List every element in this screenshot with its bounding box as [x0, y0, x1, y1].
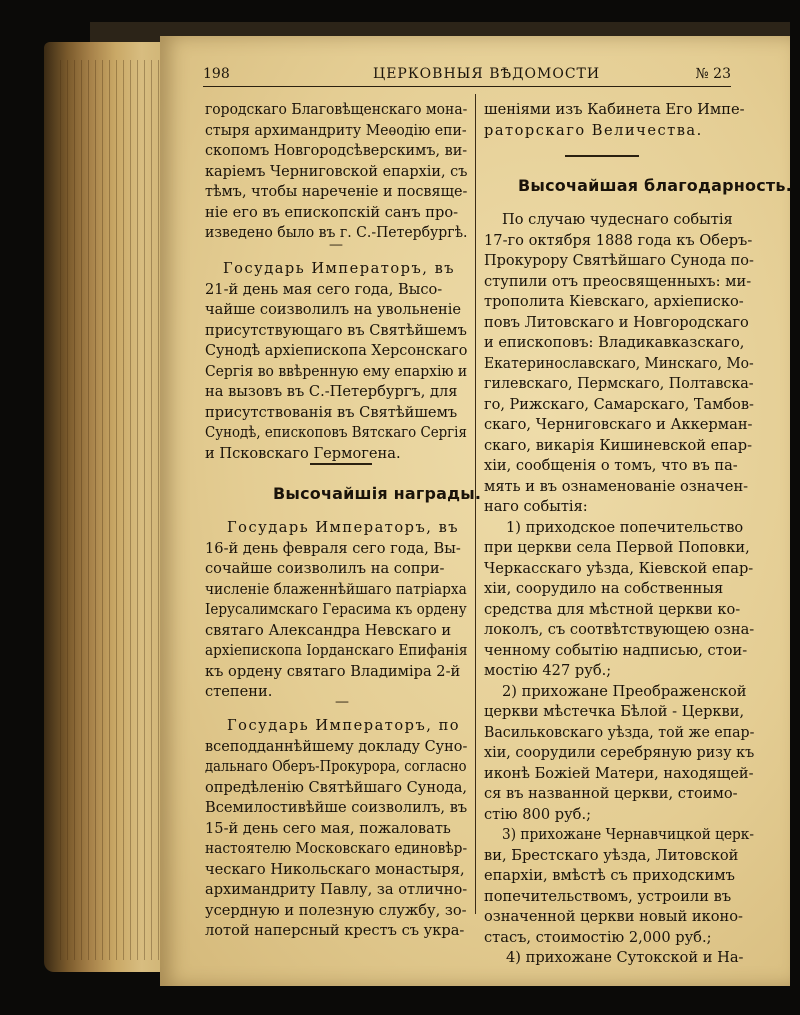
text-line: тѣмъ, чтобы нареченіе и посвяще- — [205, 183, 468, 200]
text-line: усердную и полезную службу, зо- — [205, 901, 467, 919]
section-rule — [310, 463, 372, 465]
text-line: Государь Императоръ, по — [227, 717, 461, 734]
text-line: 3) прихожане Чернавчицкой церк- — [502, 826, 754, 843]
section-rule — [565, 155, 639, 157]
text-line: средства для мѣстной церкви ко- — [484, 600, 741, 618]
text-line: дальнаго Оберъ-Прокурора, согласно — [205, 758, 467, 775]
journal-title: ЦЕРКОВНЫЯ ВѢДОМОСТИ — [373, 66, 601, 82]
text-line: 15-й день сего мая, пожаловать — [205, 819, 451, 837]
issue-number: № 23 — [695, 66, 731, 82]
running-header — [203, 64, 731, 86]
text-line: повъ Литовскаго и Новгородскаго — [484, 313, 749, 331]
header-rule — [203, 86, 731, 87]
text-line: на вызовъ въ С.-Петербургъ, для — [205, 383, 458, 400]
text-line: чайше соизволилъ на увольненіе — [205, 301, 462, 318]
text-line: стію 800 руб.; — [484, 805, 592, 823]
heading-awards: Высочайшія награды. — [273, 484, 482, 503]
text-line: настоятелю Московскаго единовѣр- — [205, 840, 468, 857]
text-line: скаго, Черниговскаго и Аккерман- — [484, 416, 753, 433]
text-line: стыря архимандриту Меѳодію епи- — [205, 121, 467, 139]
text-line: гилевскаго, Пермскаго, Полтавска- — [484, 375, 754, 392]
text-line: городскаго Благовѣщенскаго мона- — [205, 101, 468, 118]
text-line: скаго, викарія Кишиневской епар- — [484, 436, 753, 454]
text-line: Іерусалимскаго Герасима къ ордену — [205, 601, 467, 618]
text-line: означенной церкви новый иконо- — [484, 908, 743, 925]
text-line: и Псковскаго Гермогена. — [205, 444, 401, 462]
text-line: трополита Кіевскаго, архіеписко- — [484, 293, 744, 310]
text-line: Сунодѣ, епископовъ Вятскаго Сергія — [205, 424, 467, 441]
text-line: присутствующаго въ Святѣйшемъ — [205, 321, 467, 339]
text-line: стасъ, стоимостію 2,000 руб.; — [484, 928, 712, 946]
text-line: присутствованія въ Святѣйшемъ — [205, 403, 458, 421]
text-line: 2) прихожане Преображенской — [502, 682, 747, 700]
text-line: ніе его въ епископскій санъ про- — [205, 203, 459, 221]
text-line: архіепископа Іорданскаго Епифанія — [205, 642, 468, 659]
text-line: ческаго Никольскаго монастыря, — [205, 860, 465, 878]
text-line: Государь Императоръ, въ — [223, 260, 456, 277]
text-line: попечительствомъ, устроили въ — [484, 887, 732, 905]
text-line: Екатеринославскаго, Минскаго, Мо- — [484, 354, 754, 372]
text-line: мять и въ ознаменованіе означен- — [484, 477, 749, 495]
section-dash: — — [335, 694, 349, 710]
text-line: архимандриту Павлу, за отлично- — [205, 881, 468, 898]
text-line: Сергія во ввѣренную ему епархію и — [205, 362, 468, 380]
text-line: степени. — [205, 683, 273, 700]
text-line: 4) прихожане Сутокской и На- — [506, 949, 744, 966]
text-line: епархіи, вмѣстѣ съ приходскимъ — [484, 867, 735, 884]
text-line: Сунодѣ архіепископа Херсонскаго — [205, 342, 468, 359]
text-line: всеподданнѣйшему докладу Суно- — [205, 737, 468, 755]
text-line: По случаю чудеснаго событія — [502, 211, 733, 228]
text-line: 1) приходское попечительство — [506, 518, 744, 536]
column-divider — [475, 94, 476, 914]
text-line: лотой наперсный крестъ съ укра- — [205, 922, 465, 939]
text-line: го, Рижскаго, Самарскаго, Тамбов- — [484, 395, 754, 413]
text-line: локолъ, съ соотвѣтствующею озна- — [484, 621, 755, 638]
text-line: Черкасскаго уѣзда, Кіевской епар- — [484, 559, 754, 577]
section-dash: — — [329, 237, 343, 253]
text-line: при церкви села Первой Поповки, — [484, 539, 750, 556]
text-line: каріемъ Черниговской епархіи, съ — [205, 162, 468, 180]
text-line: ченному событію надписью, стои- — [484, 641, 748, 659]
text-line: численіе блаженнѣйшаго патріарха — [205, 580, 467, 598]
text-line: иконѣ Божіей Матери, находящей- — [484, 764, 754, 782]
page-stack-lines — [60, 60, 170, 960]
text-line: 17-го октября 1888 года къ Оберъ- — [484, 231, 753, 249]
text-line: ступили отъ преосвященныхъ: ми- — [484, 272, 752, 290]
text-line: 16-й день февраля сего года, Вы- — [205, 539, 461, 557]
text-line: Всемилостивѣйше соизволилъ, въ — [205, 799, 468, 816]
text-line: хіи, соорудили серебряную ризу къ — [484, 744, 755, 761]
text-line: къ ордену святаго Владиміра 2-й — [205, 662, 461, 680]
text-line: Васильковскаго уѣзда, той же епар- — [484, 723, 755, 741]
text-line: раторскаго Величества. — [484, 121, 703, 139]
text-line: церкви мѣстечка Бѣлой - Церкви, — [484, 703, 745, 720]
text-line: Прокурору Святѣйшаго Сунода по- — [484, 252, 754, 269]
text-line: Государь Императоръ, въ — [227, 519, 460, 536]
text-line: ся въ названной церкви, стоимо- — [484, 785, 738, 802]
text-line: святаго Александра Невскаго и — [205, 621, 452, 639]
text-line: изведено было въ г. С.-Петербургѣ. — [205, 224, 468, 241]
text-line: шеніями изъ Кабинета Его Импе- — [484, 101, 745, 118]
text-line: опредѣленію Святѣйшаго Сунода, — [205, 778, 467, 796]
text-line: ви, Брестскаго уѣзда, Литовской — [484, 846, 739, 864]
text-line: сочайше соизволилъ на сопри- — [205, 560, 445, 577]
text-line: 21-й день мая сего года, Высо- — [205, 280, 443, 298]
text-line: мостію 427 руб.; — [484, 662, 612, 679]
text-line: скопомъ Новгородсѣверскимъ, ви- — [205, 142, 468, 159]
text-line: хіи, соорудило на собственныя — [484, 580, 724, 597]
heading-thanks: Высочайшая благодарность. — [518, 176, 792, 195]
text-line: наго событія: — [484, 498, 588, 515]
text-line: и епископовъ: Владикавказскаго, — [484, 334, 745, 351]
text-line: хіи, сообщенія о томъ, что въ па- — [484, 457, 738, 474]
page-number: 198 — [203, 66, 230, 82]
